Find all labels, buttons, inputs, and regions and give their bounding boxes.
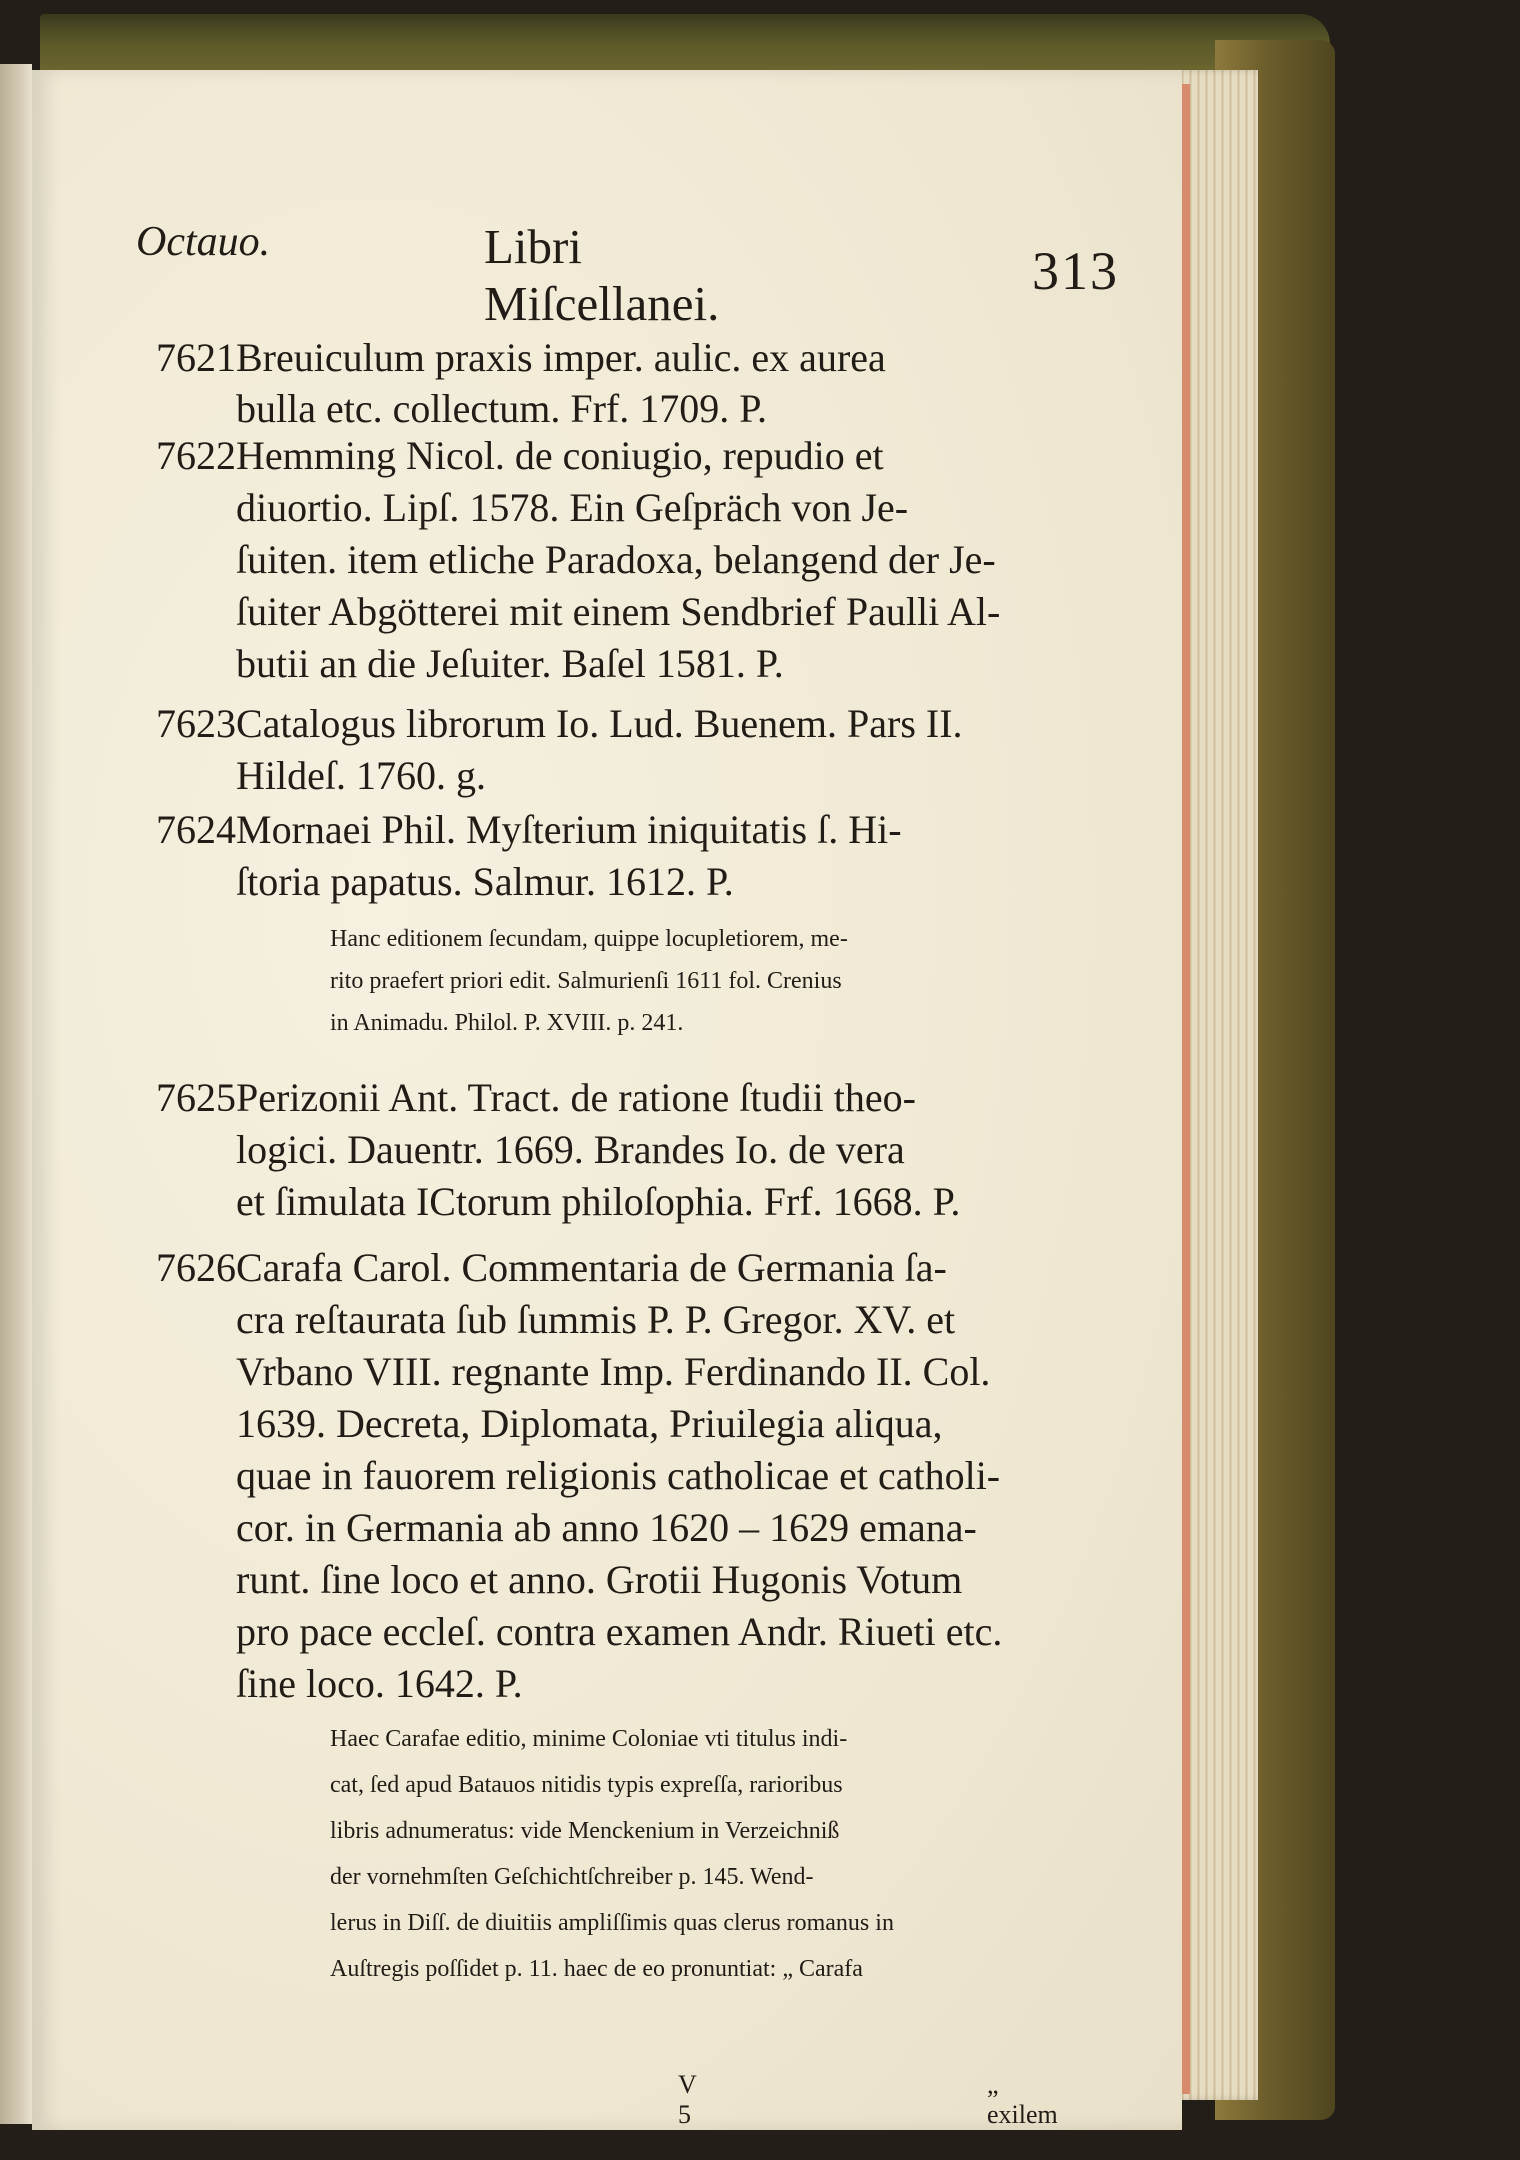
header-left: Octauo. [136, 219, 271, 265]
note-line: der vornehmſten Geſchichtſchreiber p. 145. Wend- [330, 1864, 814, 1890]
running-title: Libri Miſcellanei. [484, 219, 720, 331]
entry-number: 7626 [156, 1245, 236, 1290]
note-line: libris adnumeratus: vide Menckenium in Verzeichniß [330, 1818, 840, 1844]
entry-line: Mornaei Phil. Myſterium iniquitatis ſ. Hi- [236, 807, 902, 852]
entry-line: 1639. Decreta, Diplomata, Priuilegia aliqua, [236, 1401, 943, 1446]
entry-line: Hildeſ. 1760. g. [236, 753, 486, 798]
catchword: „ exilem [987, 2070, 1058, 2129]
note-line: Hanc editionem ſecundam, quippe locupletiorem, me- [330, 926, 848, 952]
entry-line: logici. Dauentr. 1669. Brandes Io. de vera [236, 1127, 905, 1172]
entry-line: diuortio. Lipſ. 1578. Ein Geſpräch von Je- [236, 485, 909, 530]
left-page [0, 64, 32, 2124]
entry-line: quae in fauorem religionis catholicae et catholi- [236, 1453, 1001, 1498]
entry-line: bulla etc. collectum. Frf. 1709. P. [236, 386, 768, 431]
entry-line: et ſimulata ICtorum philoſophia. Frf. 1668. P. [236, 1179, 961, 1224]
note-line: lerus in Diſſ. de diuitiis ampliſſimis quas clerus romanus in [330, 1910, 894, 1936]
entry-line: Carafa Carol. Commentaria de Germania ſa- [236, 1245, 947, 1290]
note-line: cat, ſed apud Batauos nitidis typis expreſſa, rarioribus [330, 1772, 843, 1798]
entry-number: 7621 [156, 335, 236, 380]
book-cover-top [40, 14, 1330, 74]
entry-line: pro pace eccleſ. contra examen Andr. Riueti etc. [236, 1609, 1003, 1654]
entry-line: Hemming Nicol. de coniugio, repudio et [236, 433, 884, 478]
entry-number: 7623 [156, 701, 236, 746]
entry-number: 7624 [156, 807, 236, 852]
note-line: in Animadu. Philol. P. XVIII. p. 241. [330, 1010, 684, 1036]
entry-line: Vrbano VIII. regnante Imp. Ferdinando II. Col. [236, 1349, 991, 1394]
entry-line: Breuiculum praxis imper. aulic. ex aurea [236, 335, 886, 380]
entry-line: ſuiter Abgötterei mit einem Sendbrief Paulli Al- [236, 589, 1001, 634]
signature-mark: V 5 [678, 2070, 697, 2129]
entry-line: cor. in Germania ab anno 1620 – 1629 emana- [236, 1505, 977, 1550]
book-page [32, 70, 1182, 2130]
entry-line: ſuiten. item etliche Paradoxa, belangend der Je- [236, 537, 996, 582]
note-line: Auſtregis poſſidet p. 11. haec de eo pronuntiat: „ Carafa [330, 1956, 863, 1982]
entry-line: ſine loco. 1642. P. [236, 1661, 523, 1706]
entry-number: 7625 [156, 1075, 236, 1120]
note-line: rito praefert priori edit. Salmurienſi 1611 fol. Crenius [330, 968, 842, 994]
entry-line: ſtoria papatus. Salmur. 1612. P. [236, 859, 734, 904]
entry-number: 7622 [156, 433, 236, 478]
page-number: 313 [1032, 241, 1119, 301]
entry-line: Perizonii Ant. Tract. de ratione ſtudii theo- [236, 1075, 916, 1120]
entry-line: Catalogus librorum Io. Lud. Buenem. Pars II. [236, 701, 963, 746]
entry-line: runt. ſine loco et anno. Grotii Hugonis Votum [236, 1557, 963, 1602]
red-page-edge [1182, 84, 1190, 2094]
note-line: Haec Carafae editio, minime Coloniae vti titulus indi- [330, 1726, 848, 1752]
entry-line: cra reſtaurata ſub ſummis P. P. Gregor. XV. et [236, 1297, 956, 1342]
entry-line: butii an die Jeſuiter. Baſel 1581. P. [236, 641, 784, 686]
